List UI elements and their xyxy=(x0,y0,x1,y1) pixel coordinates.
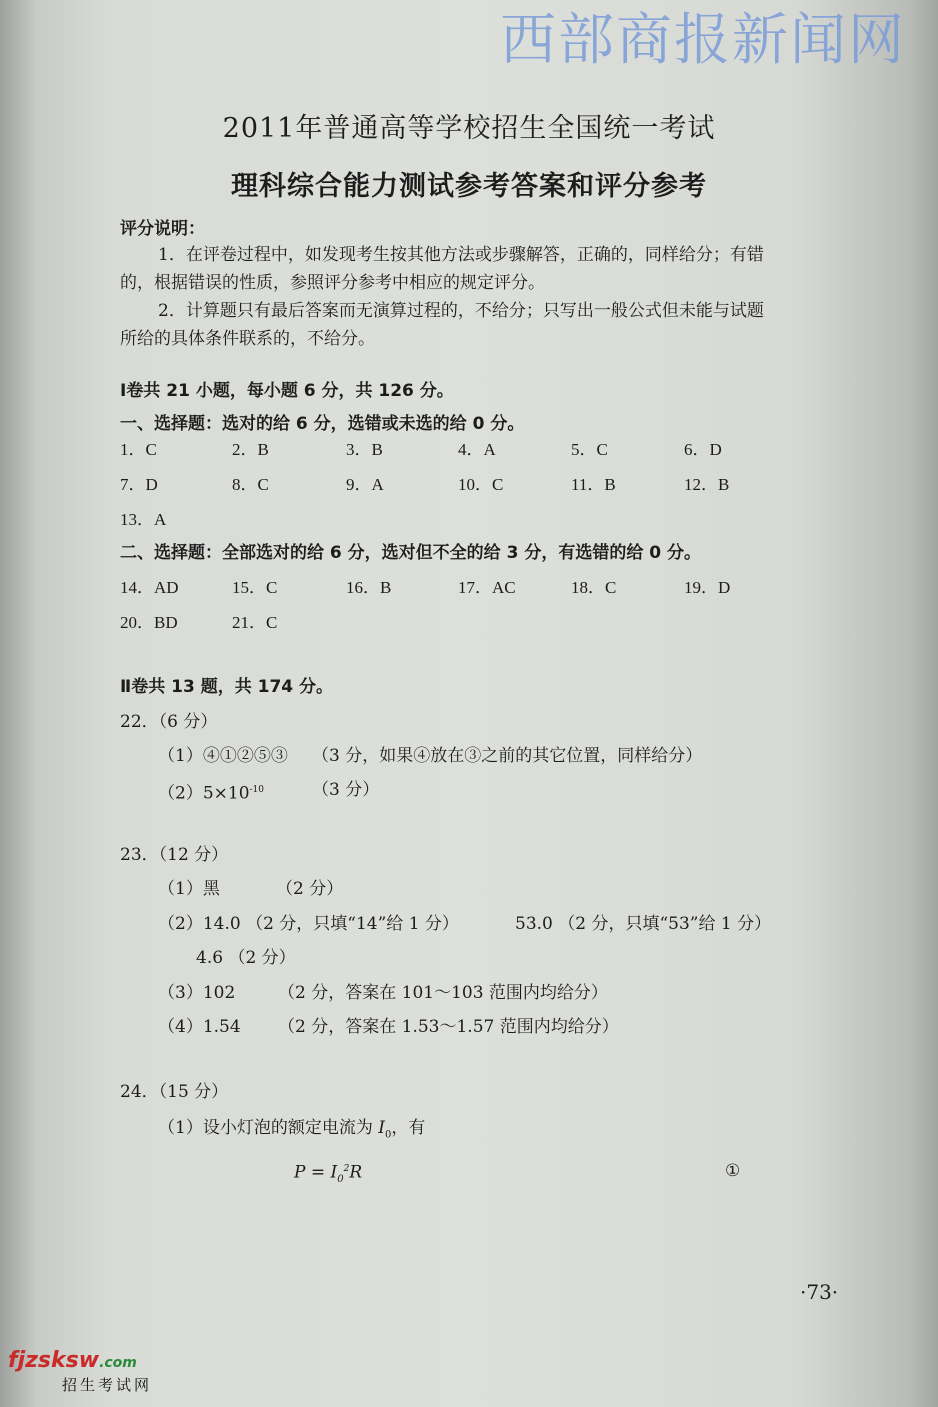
answer-item: 3．B xyxy=(346,440,383,459)
q23-line1-answer: （1）黑 xyxy=(158,879,220,899)
answer-item: 9．A xyxy=(346,475,384,494)
q23-line3: 4.6 （2 分） xyxy=(196,948,296,968)
answer-item: 8．C xyxy=(232,475,269,494)
notes-heading: 评分说明： xyxy=(120,219,205,239)
q23-line2-answer-b: 53.0 （2 分，只填“53”给 1 分） xyxy=(515,914,772,934)
notes-p2-line1: 2．计算题只有最后答案而无演算过程的，不给分；只写出一般公式但未能与试题 xyxy=(158,301,764,321)
q23-line4-answer: （3）102 xyxy=(158,983,236,1003)
notes-p1-line1: 1．在评卷过程中，如发现考生按其他方法或步骤解答，正确的，同样给分；有错 xyxy=(158,245,764,265)
equation-superscript: 2 xyxy=(343,1164,350,1174)
site-logo-domain: .com xyxy=(99,1355,137,1371)
q22-line1-note: （3 分，如果④放在③之前的其它位置，同样给分） xyxy=(312,746,703,766)
q24-line1 xyxy=(158,1117,425,1146)
equation-lhs: P xyxy=(294,1162,306,1183)
answer-item: 12．B xyxy=(684,475,730,494)
answer-item: 2．B xyxy=(232,440,269,459)
site-logo-text: fjzsksw xyxy=(8,1348,100,1373)
answer-item: 15．C xyxy=(232,578,278,597)
q24-heading: 24．（15 分） xyxy=(120,1082,229,1102)
site-logo xyxy=(8,1348,137,1373)
q24-equation xyxy=(294,1158,362,1191)
answer-item: 16．B xyxy=(346,578,392,597)
q22-line2-note: （3 分） xyxy=(312,780,380,800)
answer-item: 6．D xyxy=(684,440,722,459)
notes-p1-line2: 的，根据错误的性质，参照评分参考中相应的规定评分。 xyxy=(120,273,545,293)
q24-line1-text: （1）设小灯泡的额定电流为 xyxy=(158,1118,379,1138)
answer-item: 11．B xyxy=(571,475,616,494)
q23-line5-note: （2 分，答案在 1.53～1.57 范围内均给分） xyxy=(278,1017,619,1037)
q23-line4-note: （2 分，答案在 101～103 范围内均给分） xyxy=(278,983,608,1003)
q24-variable-subscript: 0 xyxy=(384,1129,392,1141)
answer-item: 10．C xyxy=(458,475,504,494)
equation-subscript: 0 xyxy=(337,1174,344,1186)
q24-line1-end: ，有 xyxy=(391,1118,426,1138)
q22-line2-answer xyxy=(158,779,264,805)
equation-number: ① xyxy=(725,1161,741,1181)
q22-line2-base: （2）5×10 xyxy=(158,783,250,804)
section1-heading: 一、选择题：选对的给 6 分，选错或未选的给 0 分。 xyxy=(120,414,525,434)
answer-item: 4．A xyxy=(458,440,496,459)
answer-item: 21．C xyxy=(232,613,278,632)
q23-line1-note: （2 分） xyxy=(276,879,344,899)
watermark: 西部商报新闻网 xyxy=(500,8,906,73)
part2-heading: Ⅱ卷共 13 题，共 174 分。 xyxy=(120,677,334,697)
answer-item: 20．BD xyxy=(120,613,178,632)
answer-item: 19．D xyxy=(684,578,731,597)
answer-item: 13．A xyxy=(120,510,167,529)
answer-item: 7．D xyxy=(120,475,158,494)
q23-line5-answer: （4）1.54 xyxy=(158,1017,241,1037)
q22-line1-answer: （1）④①②⑤③ xyxy=(158,746,288,766)
answer-item: 17．AC xyxy=(458,578,516,597)
q22-heading: 22．（6 分） xyxy=(120,712,218,732)
equation-mid: = I xyxy=(305,1162,338,1183)
answer-item: 18．C xyxy=(571,578,617,597)
answer-item: 1．C xyxy=(120,440,157,459)
page-number: ·73· xyxy=(800,1280,839,1304)
q24-variable: I xyxy=(378,1118,385,1138)
q23-line2-answer: （2）14.0 （2 分，只填“14”给 1 分） xyxy=(158,914,459,934)
section2-heading: 二、选择题：全部选对的给 6 分，选对但不全的给 3 分，有选错的给 0 分。 xyxy=(120,543,701,563)
notes-p2-line2: 所给的具体条件联系的，不给分。 xyxy=(120,329,375,349)
document-subtitle: 理科综合能力测试参考答案和评分参考 xyxy=(231,171,707,202)
equation-rhs: R xyxy=(349,1162,363,1183)
part1-heading: Ⅰ卷共 21 小题，每小题 6 分，共 126 分。 xyxy=(120,381,454,401)
q23-heading: 23．（12 分） xyxy=(120,845,229,865)
site-logo-caption: 招生考试网 xyxy=(62,1376,153,1394)
q22-line2-exponent: -10 xyxy=(249,785,265,795)
document-title: 2011年普通高等学校招生全国统一考试 xyxy=(222,113,716,144)
answer-item: 5．C xyxy=(571,440,608,459)
answer-item: 14．AD xyxy=(120,578,179,597)
